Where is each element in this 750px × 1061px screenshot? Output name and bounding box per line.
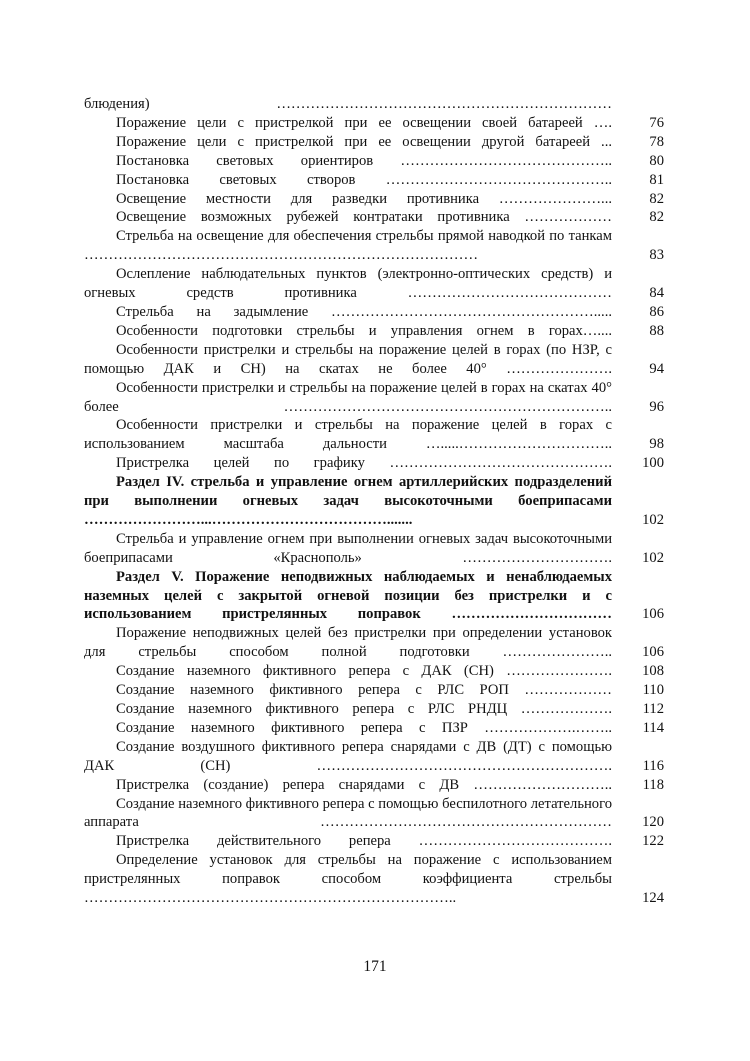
- toc-entry: [84, 114, 664, 133]
- toc-section-heading: [84, 473, 664, 530]
- toc-entry-page: 124: [642, 890, 664, 907]
- toc-entry: [84, 719, 664, 738]
- toc-entry: [84, 303, 664, 322]
- toc-entry-page: 82: [649, 209, 664, 226]
- toc-entry: [84, 700, 664, 719]
- toc-entry-page: 114: [642, 719, 664, 736]
- toc-entry-text: Пристрелка действительного репера ………………………………….: [116, 833, 612, 850]
- toc-entry: [84, 190, 664, 209]
- toc-entry-page: 78: [649, 133, 664, 150]
- toc-entry-page: 96: [649, 398, 664, 415]
- toc-entry-page: 108: [642, 663, 664, 680]
- toc-entry-page: 106: [642, 606, 664, 623]
- toc-entry: [84, 322, 664, 341]
- toc-entry: [84, 624, 664, 662]
- toc-entry-text: Особенности пристрелки и стрельбы на поражение целей в горах на скатах 40° более …………………………………………………………..: [84, 379, 612, 415]
- toc-section-heading: [84, 568, 664, 625]
- toc-entry-page: 120: [642, 814, 664, 831]
- toc-entry: [84, 530, 664, 568]
- toc-entry: [84, 662, 664, 681]
- toc-entry-page: 76: [649, 114, 664, 131]
- toc-entry-text: Создание наземного фиктивного репера с ДАК (СН) ………………….: [116, 663, 612, 680]
- toc-entry-page: 83: [649, 247, 664, 264]
- toc-entry-page: 88: [649, 322, 664, 339]
- toc-entry: [84, 416, 664, 454]
- toc-entry: [84, 95, 664, 114]
- toc-entry-text: Стрельба на освещение для обеспечения стрельбы прямой наводкой по танкам ………………………………………………………………………: [84, 228, 612, 264]
- page-number: 171: [363, 958, 387, 975]
- toc-section-title: Раздел IV. стрельба и управление огнем артиллерийских подразделений при выполнении огневых задач высокоточными боеприпасами ……………………...……………………………….......: [84, 474, 612, 528]
- toc-entry-text: Создание наземного фиктивного репера с ПЗР ……………….……..: [116, 719, 612, 736]
- toc-entry-text: Пристрелка целей по графику ……………………………………….: [116, 455, 612, 472]
- toc-entry-page: 81: [649, 171, 664, 188]
- toc-entry: [84, 454, 664, 473]
- toc-entry-text: Особенности пристрелки и стрельбы на поражение целей в горах с использованием масштаба дальности ….....…………………………..: [84, 417, 612, 453]
- toc-section-title: Раздел V. Поражение неподвижных наблюдаемых и ненаблюдаемых наземных целей с закрытой огневой позиции без пристрелки и с использованием пристрелянных поправок ……………………………: [84, 568, 612, 623]
- toc-entry: [84, 341, 664, 379]
- toc-entry-page: 86: [649, 303, 664, 320]
- toc-entry: [84, 832, 664, 851]
- toc-entry-text: Поражение неподвижных целей без пристрелки при определении установок для стрельбы способом полной подготовки …………………..: [84, 625, 612, 661]
- toc-entry-text: Пристрелка (создание) репера снарядами с ДВ ………………………..: [116, 776, 612, 793]
- toc-entry-page: 100: [642, 455, 664, 472]
- toc-entry-page: 122: [642, 833, 664, 850]
- toc-entry-page: 94: [649, 360, 664, 377]
- toc-entry: [84, 265, 664, 303]
- toc-entry-page: 80: [649, 152, 664, 169]
- toc-entry-text: Ослепление наблюдательных пунктов (электронно-оптических средств) и огневых средств противника ……………………………………: [84, 266, 612, 302]
- toc-entry-text: Освещение местности для разведки противника …………………...: [116, 190, 612, 207]
- toc-entry-text: Создание наземного фиктивного репера с РЛС РНДЦ ……………….: [116, 701, 612, 717]
- toc-entry-page: 98: [649, 436, 664, 453]
- toc-entry: [84, 152, 664, 171]
- toc-entry-page: 118: [642, 776, 664, 793]
- toc-entry-page: 82: [649, 190, 664, 207]
- toc-entry-text: Постановка световых ориентиров ……………………………………..: [116, 152, 612, 169]
- toc-entry-page: 106: [642, 644, 664, 661]
- toc-entry-text: Особенности подготовки стрельбы и управления огнем в горах…....: [116, 322, 612, 339]
- toc-entry-page: 84: [649, 285, 664, 302]
- toc-entry: [84, 776, 664, 795]
- toc-entry-text: Определение установок для стрельбы на поражение с использованием пристрелянных поправок способом коэффициента стрельбы …………………………………………………………………..: [84, 852, 612, 907]
- toc-entry-page: 116: [642, 757, 664, 774]
- toc-entry: [84, 379, 664, 417]
- toc-entry-text: Поражение цели с пристрелкой при ее освещении другой батареей ...: [116, 133, 612, 150]
- toc-entry-text: Особенности пристрелки и стрельбы на поражение целей в горах (по НЗР, с помощью ДАК и СН) на скатах не более 40° ………………….: [84, 341, 612, 377]
- toc-entry-text: Создание наземного фиктивного репера с РЛС РОП ………………: [116, 682, 612, 699]
- table-of-contents: [84, 95, 664, 908]
- toc-entry-text: Поражение цели с пристрелкой при ее освещении своей батареей ….: [116, 114, 612, 131]
- toc-entry-text: Стрельба на задымление ……………………………………………….....: [116, 303, 612, 320]
- toc-entry: [84, 738, 664, 776]
- toc-entry-text: Создание воздушного фиктивного репера снарядами с ДВ (ДТ) с помощью ДАК (СН) …………………………………………………….: [84, 738, 612, 774]
- toc-entry-page: 102: [642, 511, 664, 528]
- toc-entry-page: 102: [642, 549, 664, 566]
- toc-entry-page: 110: [642, 682, 664, 699]
- toc-entry: [84, 851, 664, 908]
- toc-entry: [84, 795, 664, 833]
- toc-entry-text: Постановка световых створов ………………………………………..: [116, 171, 612, 188]
- toc-entry-text: Освещение возможных рубежей контратаки противника ………………: [116, 209, 612, 226]
- toc-entry: [84, 171, 664, 190]
- toc-entry: [84, 227, 664, 265]
- toc-entry-page: 112: [642, 701, 664, 717]
- toc-entry-text: блюдения) ……………………………………………………………: [84, 96, 612, 112]
- toc-entry-text: Создание наземного фиктивного репера с помощью беспилотного летательного аппарата ……………………………………………………: [84, 795, 612, 831]
- toc-entry: [84, 681, 664, 700]
- toc-entry: [84, 208, 664, 227]
- toc-entry: [84, 133, 664, 152]
- toc-entry-text: Стрельба и управление огнем при выполнении огневых задач высокоточными боеприпасами «Краснополь» ………………………….: [84, 530, 612, 566]
